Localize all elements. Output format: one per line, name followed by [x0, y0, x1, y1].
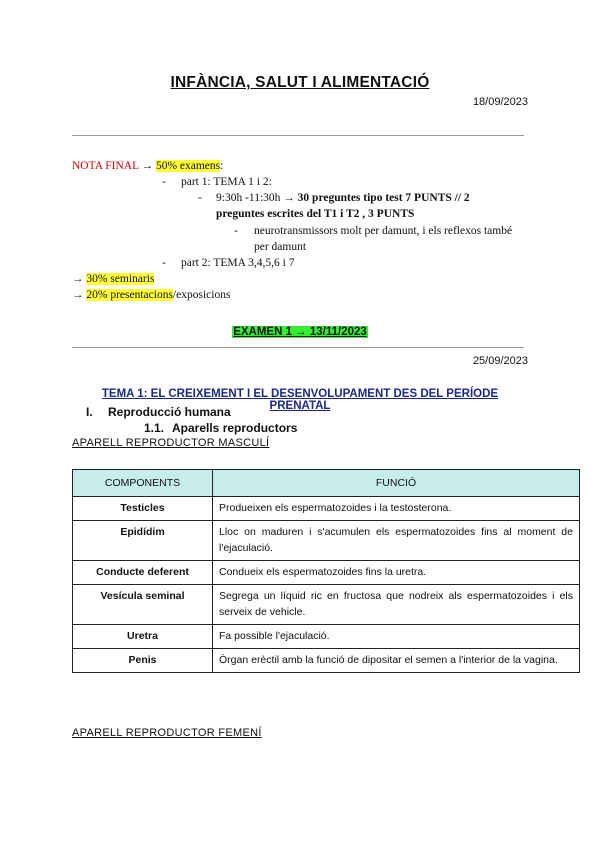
funcio-cell: Condueix els espermatozoides fins la uretra. [213, 561, 580, 585]
table-row [73, 521, 580, 561]
note-line-2: per damunt [254, 241, 307, 253]
aparell-masculi-heading: APARELL REPRODUCTOR MASCULÍ [72, 437, 270, 449]
seminaris-line [72, 273, 154, 285]
bullet: - [234, 225, 238, 237]
funcio-cell: Produeixen els espermatozoides i la testosterona. [213, 497, 580, 521]
presentacions-percentage: 20% presentacions [86, 289, 173, 301]
funcio-cell: Lloc on maduren i s'acumulen els espermatozoides fins al moment de l'ejaculació. [213, 521, 580, 561]
table-row [73, 649, 580, 673]
heading-num: I. [86, 405, 93, 419]
table-row [73, 585, 580, 625]
aparell-femeni-heading: APARELL REPRODUCTOR FEMENÍ [72, 727, 262, 739]
bullet: - [162, 176, 166, 188]
table-row [73, 625, 580, 649]
nota-final-label: NOTA FINAL [72, 160, 139, 172]
exam-structure-1: 30 preguntes tipo test 7 PUNTS // 2 [297, 192, 470, 204]
component-cell: Uretra [73, 625, 213, 649]
exam-time-line [216, 192, 470, 204]
part1-line: part 1: TEMA 1 i 2: [181, 176, 272, 188]
subheading-aparells: Aparells reproductors [172, 421, 298, 435]
tema-title: TEMA 1: EL CREIXEMENT I EL DESENVOLUPAMENT DES DEL PERÍODE PRENATAL [101, 388, 499, 412]
component-cell: Epidídim [73, 521, 213, 561]
nota-final-line [72, 160, 223, 172]
seminaris-percentage: 30% seminaris [86, 273, 155, 285]
arrow: → [72, 273, 87, 285]
funcio-cell: Fa possible l'ejaculació. [213, 625, 580, 649]
funcio-cell: Segrega un líquid ric en fructosa que nodreix als espermatozoides i els serveix de vehicle. [213, 585, 580, 625]
bullet: - [162, 257, 166, 269]
heading-reproduccio: Reproducció humana [108, 405, 231, 419]
header-components: COMPONENTS [73, 470, 213, 497]
arrow: → [138, 160, 156, 172]
arrow: → [72, 289, 87, 301]
component-cell: Penis [73, 649, 213, 673]
part2-line: part 2: TEMA 3,4,5,6 i 7 [181, 257, 295, 269]
date-2: 25/09/2023 [472, 355, 528, 367]
exam-time: 9:30h -11:30h → [216, 192, 298, 204]
bullet: - [198, 192, 202, 204]
examen-wrapper [0, 322, 600, 340]
page-title: INFÀNCIA, SALUT I ALIMENTACIÓ [170, 74, 430, 91]
examen-date: EXAMEN 1 → 13/11/2023 [233, 326, 367, 338]
component-cell: Vesícula seminal [73, 585, 213, 625]
presentacions-rest: /exposicions [172, 289, 231, 301]
component-cell: Testicles [73, 497, 213, 521]
exam-percentage: 50% examens [155, 160, 221, 172]
table-header-row [73, 470, 580, 497]
components-table [72, 469, 580, 673]
divider-2 [72, 347, 524, 348]
divider-1 [72, 135, 524, 136]
component-cell: Conducte deferent [73, 561, 213, 585]
subheading-num: 1.1. [144, 421, 165, 435]
presentacions-line [72, 289, 230, 301]
colon: : [220, 160, 224, 172]
funcio-cell: Òrgan erèctil amb la funció de dipositar el semen a l'interior de la vagina. [213, 649, 580, 673]
table-row [73, 497, 580, 521]
header-funcio: FUNCIÓ [213, 470, 580, 497]
date-1: 18/09/2023 [472, 96, 528, 108]
exam-structure-2: preguntes escrites del T1 i T2 , 3 PUNTS [216, 208, 415, 220]
table-row [73, 561, 580, 585]
note-line-1: neurotransmissors molt per damunt, i els reflexos també [254, 225, 513, 237]
